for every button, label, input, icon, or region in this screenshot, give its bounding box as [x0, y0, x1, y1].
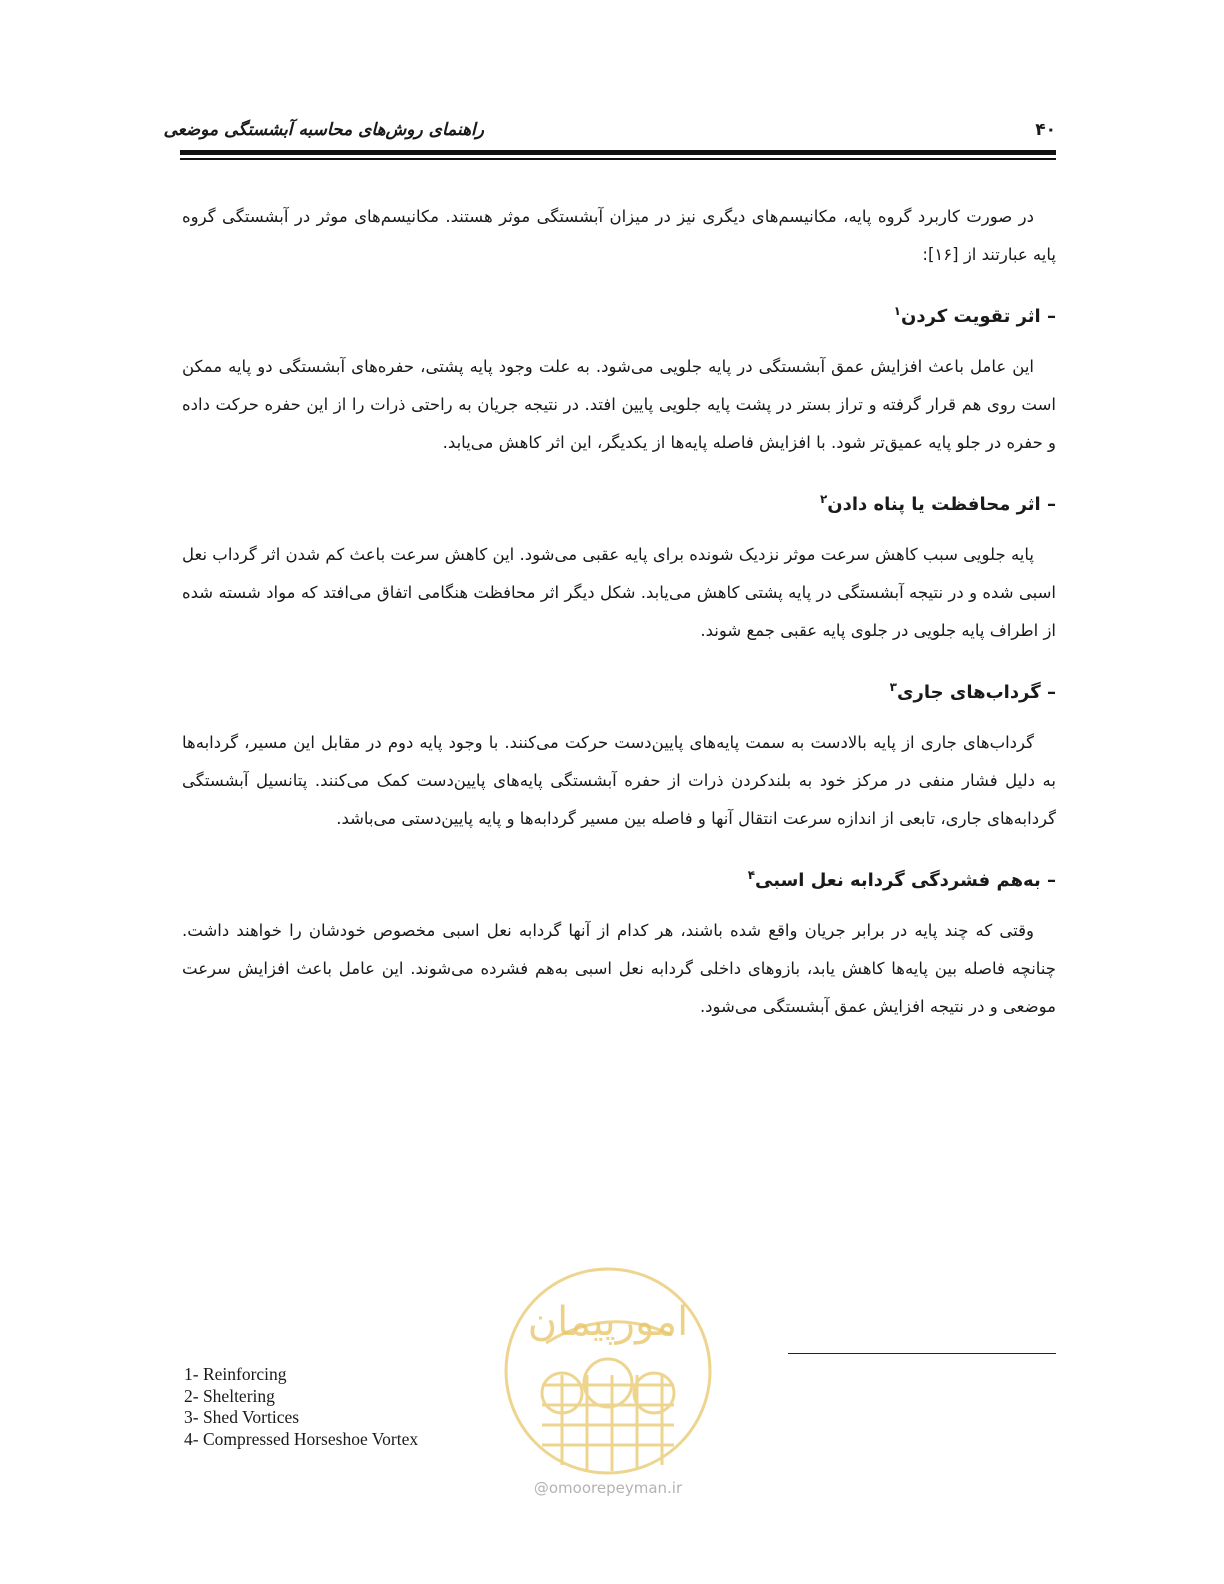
watermark-logo-text: امورپیمان	[527, 1299, 689, 1345]
watermark-logo-icon	[502, 1265, 714, 1477]
section-heading-text: – گرداب‌های جاری	[896, 682, 1056, 703]
section-heading-reinforcing	[182, 294, 1056, 334]
intro-paragraph: در صورت کاربرد گروه پایه، مکانیسم‌های دیگری نیز در میزان آبشستگی موثر هستند. مکانیسم‌های موثر در آبشستگی گروه پایه عبارتند از [۱۶]:	[182, 207, 1056, 264]
footnotes	[184, 1364, 418, 1450]
footnote-4: 4- Compressed Horseshoe Vortex	[184, 1428, 419, 1449]
section-heading-shed-vortices	[182, 670, 1056, 710]
footnote-ref: ۱	[893, 304, 901, 318]
footnote-ref: ۴	[747, 868, 756, 882]
footnote-ref: ۲	[819, 492, 828, 506]
running-title: راهنمای روش‌های محاسبه آبشستگی موضعی	[163, 120, 484, 140]
header-rule-thick	[180, 150, 1056, 155]
section-paragraph-reinforcing: این عامل باعث افزایش عمق آبشستگی در پایه جلویی می‌شود. به علت وجود پایه پشتی، حفره‌های آبشستگی دو پایه ممکن است روی هم قرار گرفته و تراز بستر در پشت پایه جلویی پایین افتد. در نتیجه جریان به راحتی ذرات را از این حفره حرکت داده و حفره در جلو پایه عمیق‌تر شود. با افزایش فاصله پایه‌ها از یکدیگر، این اثر کاهش می‌یابد.	[182, 357, 1056, 452]
section-heading-compressed-vortex	[182, 858, 1056, 898]
section-paragraph-sheltering: پایه جلویی سبب کاهش سرعت موثر نزدیک شونده برای پایه عقبی می‌شود. این کاهش سرعت باعث کم شدن اثر گرداب نعل اسبی شده و در نتیجه آبشستگی در پایه پشتی کاهش می‌یابد. شکل دیگر اثر محافظت هنگامی اتفاق می‌افتد که مواد شسته شده از اطراف پایه جلویی در جلوی پایه عقبی جمع شوند.	[182, 545, 1056, 640]
section-heading-text: – به‌هم فشردگی گردابه نعل اسبی	[755, 870, 1056, 891]
main-content	[182, 198, 1056, 1026]
footnote-1: 1- Reinforcing	[184, 1364, 287, 1384]
header-rule-thin	[180, 158, 1056, 160]
page-number: ۴۰	[1035, 120, 1056, 140]
section-heading-text: – اثر محافظت یا پناه دادن	[827, 494, 1056, 515]
section-paragraph-compressed-vortex: وقتی که چند پایه در برابر جریان واقع شده باشند، هر کدام از آنها گردابه نعل اسبی مخصوص خودشان را خواهند داشت. چنانچه فاصله بین پایه‌ها کاهش یابد، بازوهای داخلی گردابه نعل اسبی به‌هم فشرده می‌شوند. این عامل باعث افزایش سرعت موضعی و در نتیجه افزایش عمق آبشستگی می‌شود.	[182, 921, 1056, 1016]
section-paragraph-shed-vortices: گرداب‌های جاری از پایه بالادست به سمت پایه‌های پایین‌دست حرکت می‌کنند. با وجود پایه دوم در مقابل این مسیر، گردابه‌ها به دلیل فشار منفی در مرکز خود به بلندکردن ذرات از حفره آبشستگی پایه‌های پایین‌دست کمک می‌کنند. پتانسیل آبشستگی گردابه‌های جاری، تابعی از اندازه سرعت انتقال آنها و فاصله بین مسیر گردابه‌ها و پایه پایین‌دستی می‌باشد.	[182, 733, 1056, 828]
footnote-separator	[788, 1353, 1056, 1354]
section-heading-text: – اثر تقویت کردن	[900, 306, 1056, 327]
watermark-url: @omoorepeyman.ir	[533, 1479, 683, 1497]
footnote-2: 2- Sheltering	[184, 1385, 275, 1406]
footnote-ref: ۳	[889, 680, 897, 694]
page-header	[163, 118, 1056, 152]
section-heading-sheltering	[182, 482, 1056, 522]
footnote-3: 3- Shed Vortices	[184, 1407, 300, 1427]
